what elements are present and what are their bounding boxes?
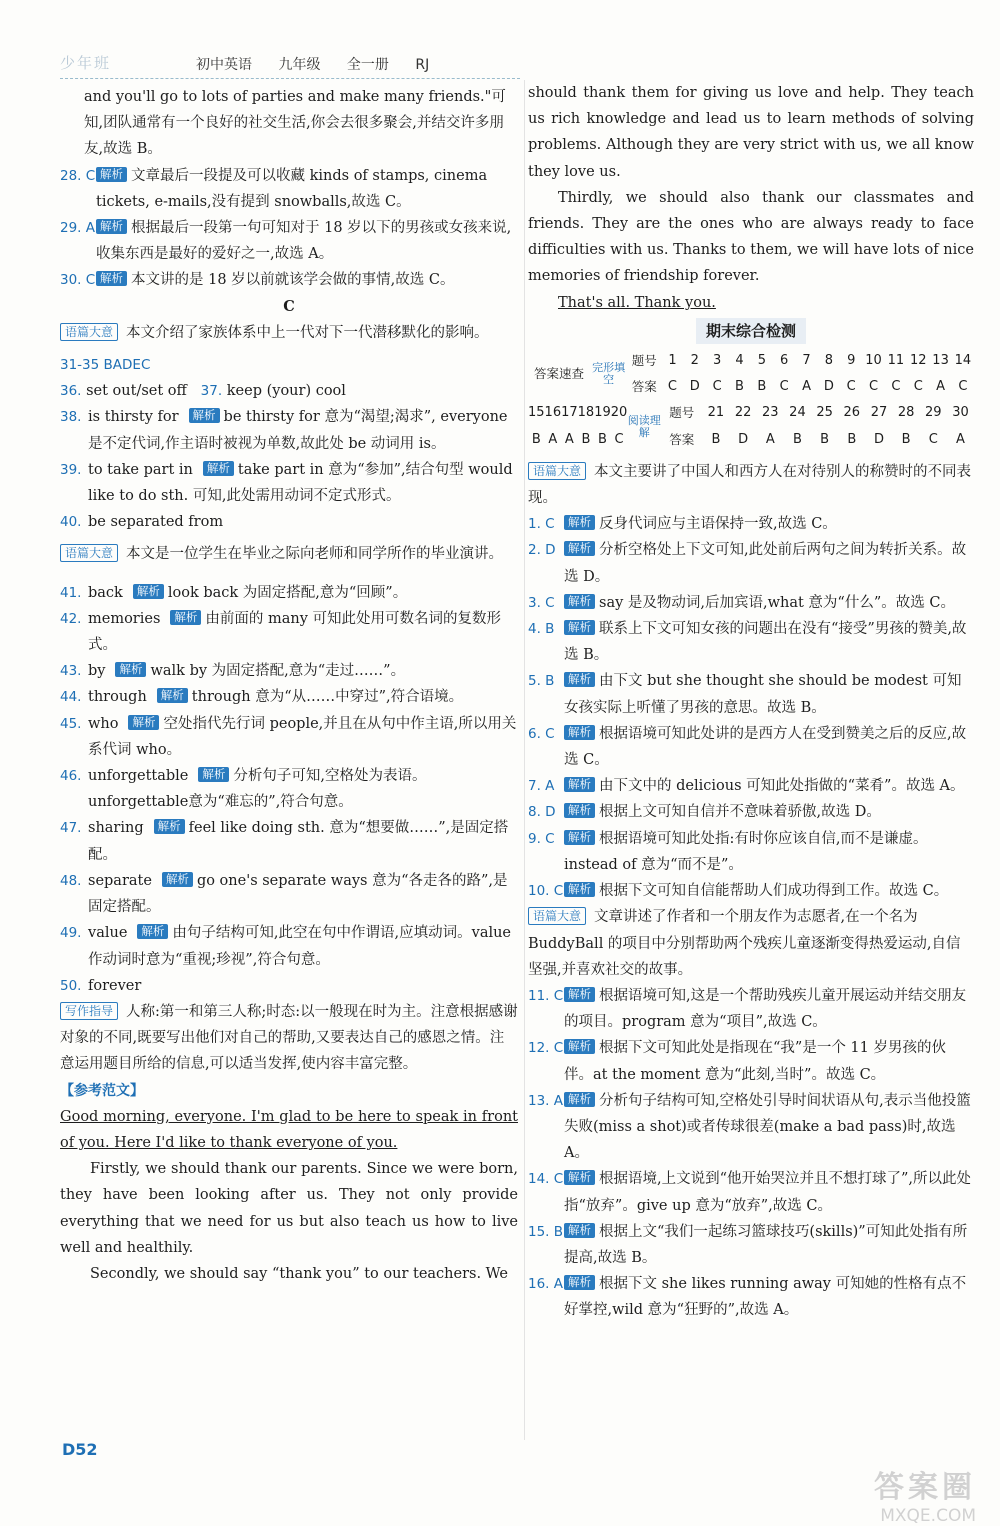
continued-text: and you'll go to lots of parties and make many friends."可知,团队通常有一个良好的社交生活,你会去很多聚会,并结交许多朋友,故选 B。 <box>84 89 506 158</box>
item-number: 9. C <box>528 830 555 847</box>
answer-cell: C <box>958 379 968 395</box>
answer-cell: 7 <box>802 353 811 369</box>
item-number: 50. <box>60 977 82 994</box>
item-number: 8. D <box>528 804 556 821</box>
answer-cell: 15 <box>528 405 545 421</box>
answer-cell: 14 <box>954 353 972 369</box>
left-column <box>60 84 518 1287</box>
answer-item <box>528 721 974 773</box>
analysis-badge: 解析 <box>198 767 229 782</box>
summary-text-1: 本文介绍了家族体系中上一代对下一代潜移默化的影响。 <box>126 324 489 341</box>
item-explanation: 根据上文“我们一起练习篮球技巧(skills)”可知此处指有所提高,故选 B。 <box>564 1223 968 1266</box>
summary-text-4: 文章讲述了作者和一个朋友作为志愿者,在一个名为 BuddyBall 的项目中分别帮助两个残疾儿童逐渐变得热爱运动,自信坚强,并喜欢社交的故事。 <box>528 909 961 978</box>
item-explanation: 分析句子结构可知,空格处引导时间状语从句,表示当他投篮失败(miss a shot)或者传球很差(make a bad pass)时,故选 A。 <box>564 1092 971 1162</box>
answer-item <box>528 826 974 878</box>
item-number: 4. B <box>528 621 555 638</box>
answer-label: 答案 <box>631 379 657 395</box>
item-body <box>88 580 518 606</box>
answer-label: 答案 <box>669 431 695 447</box>
answer-cell: C <box>913 379 923 395</box>
answer-item <box>60 163 518 215</box>
essay-opening: Good morning, everyone. I'm glad to be here to speak in front of you. Here I'd like to thank everyone of you. <box>60 1108 518 1151</box>
item-explanation: 反身代词应与主语保持一致,故选 C。 <box>599 516 837 533</box>
analysis-badge: 解析 <box>564 882 595 897</box>
answer-cell: 6 <box>780 353 789 369</box>
answer-cell: 21 <box>707 405 725 421</box>
speed-check-label: 答案速查 <box>534 366 585 382</box>
passage-summary-tag: 语篇大意 <box>528 907 586 925</box>
answer-cell: B <box>847 431 857 447</box>
section-c-heading: C <box>283 297 295 315</box>
item-number: 46. <box>60 768 82 785</box>
item-number: 49. <box>60 925 82 942</box>
answer-cell: 19 <box>594 405 611 421</box>
answer-table-row <box>528 427 627 453</box>
answer-cell: 3 <box>713 353 722 369</box>
item-explanation: walk by 为固定搭配,意为“走过……”。 <box>150 663 406 680</box>
item-explanation: 本文讲的是 18 岁以前就该学会做的事情,故选 C。 <box>131 272 455 289</box>
item-body <box>564 878 974 904</box>
answer-cell: B <box>598 431 607 447</box>
header-rule <box>60 78 520 79</box>
item-body <box>564 826 974 878</box>
answer-item <box>528 773 974 799</box>
item-explanation: 根据最后一段第一句可知对于 18 岁以下的男孩或女孩来说,收集东西是最好的爱好之一,故选 A。 <box>96 220 512 263</box>
answer-list-d <box>60 580 518 999</box>
answer-cell: 20 <box>610 405 628 421</box>
answer-cell: 1 <box>668 353 677 369</box>
answer-cell: C <box>891 379 901 395</box>
item-number: 29. A <box>60 220 95 237</box>
item-explanation: 分析空格处上下文可知,此处前后两句之间为转折关系。故选 D。 <box>564 542 967 585</box>
item-body <box>564 537 974 589</box>
essay-paragraph-2: Secondly, we should say “thank you” to our teachers. We <box>90 1265 508 1282</box>
analysis-badge: 解析 <box>564 1039 595 1054</box>
item-explanation: 由下文中的 delicious 可知此处指做的“菜肴”。故选 A。 <box>599 778 965 795</box>
answer-cell: D <box>689 379 700 395</box>
answer-table-row <box>661 374 974 400</box>
answer-cell: 10 <box>865 353 882 369</box>
answer-cell: 28 <box>897 405 915 421</box>
answer-cell: 25 <box>816 405 833 421</box>
item-body <box>564 1271 974 1323</box>
item-explanation: say 是及物动词,后加宾语,what 意为“什么”。故选 C。 <box>599 594 955 611</box>
item-answer: set out/set off <box>86 383 187 400</box>
answer-item <box>528 1271 974 1323</box>
writing-guide-block <box>60 999 518 1078</box>
item-number: 41. <box>60 584 82 601</box>
analysis-badge: 解析 <box>564 1275 595 1290</box>
item-body <box>564 773 974 799</box>
item-explanation: go one's separate ways 意为“各走各的路”,是固定搭配。 <box>88 872 508 916</box>
answer-cell: A <box>548 431 558 447</box>
answer-item <box>60 404 518 456</box>
item-body <box>564 983 974 1035</box>
answer-list-e <box>528 511 974 904</box>
analysis-badge: 解析 <box>564 594 595 609</box>
answer-cell: 22 <box>734 405 752 421</box>
item-number: 10. C <box>528 883 564 900</box>
item-number: 11. C <box>528 987 564 1004</box>
item-explanation: look back 为固定搭配,意为“回顾”。 <box>167 584 408 601</box>
essay-continued: should thank them for giving us love and help. They teach us rich knowledge and lead us to learn methods of solving problems. Although they are very strict with us, we all know they love us. <box>528 85 974 180</box>
answer-cell: 27 <box>870 405 888 421</box>
answer-item <box>528 1166 974 1218</box>
answer-item <box>528 1035 974 1087</box>
item-body <box>564 1219 974 1271</box>
answer-item <box>60 658 518 684</box>
item-body <box>564 1166 974 1218</box>
item-number: 38. <box>60 409 82 426</box>
cloze-label: 完形填空 <box>592 361 626 387</box>
item-number: 47. <box>60 820 82 837</box>
item-body <box>88 973 518 999</box>
analysis-badge: 解析 <box>133 584 164 599</box>
item-number: 5. B <box>528 673 555 690</box>
answer-cell: B <box>820 431 830 447</box>
analysis-badge: 解析 <box>564 777 595 792</box>
answer-item <box>528 616 974 668</box>
item-number: 14. C <box>528 1171 564 1188</box>
item-explanation: 根据上文可知自信并不意味着骄傲,故选 D。 <box>599 804 881 821</box>
answer-cell: 17 <box>561 405 578 421</box>
question-no-label: 题号 <box>669 405 695 421</box>
answer-item <box>60 457 518 509</box>
answer-cell: 23 <box>762 405 779 421</box>
question-no-label: 题号 <box>631 353 657 369</box>
item-number: 7. A <box>528 778 555 795</box>
item-number: 6. C <box>528 725 555 742</box>
item-explanation: through 意为“从……中穿过”,符合语境。 <box>191 689 464 706</box>
answer-list-a <box>60 163 518 294</box>
analysis-badge: 解析 <box>96 167 127 182</box>
item-explanation: 根据语境可知此处讲的是西方人在受到赞美之后的反应,故选 C。 <box>564 725 967 769</box>
answer-cell: C <box>614 431 624 447</box>
answer-cell: C <box>667 379 677 395</box>
analysis-badge: 解析 <box>128 715 159 730</box>
item-number: 2. D <box>528 542 556 559</box>
answer-cell: B <box>901 431 911 447</box>
answer-cell: 12 <box>909 353 927 369</box>
analysis-badge: 解析 <box>115 662 146 677</box>
brand-logo: 少年班 <box>60 54 112 72</box>
answer-item <box>60 815 518 867</box>
item-body <box>88 815 518 867</box>
item-answer: who <box>88 715 119 732</box>
writing-guide-tag: 写作指导 <box>60 1002 118 1020</box>
item-number: 44. <box>60 689 82 706</box>
item-explanation: 根据下文可知自信能帮助人们成功得到工作。故选 C。 <box>599 883 949 900</box>
answer-item <box>528 983 974 1035</box>
answer-table-row <box>702 400 974 426</box>
item-answer: unforgettable <box>88 768 189 785</box>
analysis-badge: 解析 <box>564 725 595 740</box>
item-answer: by <box>88 663 106 680</box>
answer-cell: A <box>936 379 946 395</box>
answer-cell: A <box>564 431 574 447</box>
watermark-url: MXQE.COM <box>880 1506 976 1526</box>
answer-cell: B <box>531 431 541 447</box>
item-explanation: 根据语境可知,这是一个帮助残疾儿童开展运动并结交朋友的项目。program 意为“项目”,故选 C。 <box>564 987 967 1031</box>
item-explanation: 空处指代先行词 people,并且在从句中作主语,所以用关系代词 who。 <box>88 715 517 758</box>
item-number: 40. <box>60 514 82 531</box>
answer-item <box>60 580 518 606</box>
item-answer: through <box>88 689 147 706</box>
analysis-badge: 解析 <box>564 541 595 556</box>
item-number: 30. C <box>60 272 96 289</box>
essay-paragraph-1: Firstly, we should thank our parents. Since we were born, they have been looking after us. They not only provide everything that we need for us but also teach us how to live well and healthily. <box>60 1161 518 1256</box>
answer-item <box>528 668 974 720</box>
analysis-badge: 解析 <box>564 672 595 687</box>
item-body <box>564 721 974 773</box>
item-answer: back <box>88 584 123 601</box>
item-answer: be separated from <box>88 514 224 531</box>
answer-table-row <box>528 400 627 426</box>
answers-31-35: 31-35 BADEC <box>60 357 151 374</box>
analysis-badge: 解析 <box>154 819 185 834</box>
answer-item <box>60 509 518 535</box>
answer-item <box>60 920 518 972</box>
watermark <box>806 1462 976 1526</box>
answer-cell: 30 <box>952 405 969 421</box>
answer-cell: A <box>765 431 775 447</box>
item-body <box>564 799 974 825</box>
item-body <box>96 215 518 267</box>
essay-paragraph-3: Thirdly, we should also thank our classmates and friends. They are the ones who are always ready to face difficulties with us. Thanks to them, we will have lots of nice memories of friendship forever. <box>528 189 974 285</box>
item-number: 3. C <box>528 594 555 611</box>
item-body <box>88 711 518 763</box>
final-exam-title: 期末综合检测 <box>528 318 974 344</box>
item-answer: is thirsty for <box>88 409 179 426</box>
analysis-badge: 解析 <box>564 1170 595 1185</box>
item-answer: value <box>88 925 128 942</box>
answer-item <box>528 590 974 616</box>
answer-cell: 18 <box>577 405 595 421</box>
item-explanation: 根据下文可知此处是指现在“我”是一个 11 岁男孩的伙伴。at the moment 意为“此刻,当时”。故选 C。 <box>564 1040 946 1083</box>
answer-item <box>60 684 518 710</box>
answer-cell: C <box>712 379 722 395</box>
item-body <box>564 1035 974 1087</box>
analysis-badge: 解析 <box>564 830 595 845</box>
answer-cell: C <box>869 379 879 395</box>
item-explanation: 根据语境,上文说到“他开始哭泣并且不想打球了”,所以此处指“放弃”。give up 意为“放弃”,故选 C。 <box>564 1171 972 1214</box>
analysis-badge: 解析 <box>564 803 595 818</box>
answer-item <box>528 511 974 537</box>
analysis-badge: 解析 <box>137 924 168 939</box>
answer-cell: A <box>956 431 965 447</box>
summary-text-2: 本文是一位学生在毕业之际向老师和同学所作的毕业演讲。 <box>126 546 504 563</box>
answer-cell: C <box>846 379 856 395</box>
item-explanation: 由句子结构可知,此空在句中作谓语,应填动词。value 作动词时意为“重视;珍视”,符合句意。 <box>88 925 512 968</box>
answer-item <box>60 267 518 293</box>
item-body <box>96 267 518 293</box>
item-body <box>88 868 518 920</box>
answer-cell: 29 <box>925 405 942 421</box>
answer-cell: 8 <box>824 353 833 369</box>
item-explanation: 根据语境可知此处指:有时你应该自信,而不是谦虚。instead of 意为“而不是”。 <box>564 830 928 873</box>
reading-label: 阅读理解 <box>627 413 661 439</box>
answer-cell: B <box>792 431 802 447</box>
item-body <box>88 509 518 535</box>
reference-essay <box>60 1104 518 1287</box>
item-body <box>88 763 518 815</box>
watermark-text: 答案圈 <box>874 1470 976 1505</box>
reference-essay-label: 【参考范文】 <box>60 1082 144 1099</box>
answer-item <box>528 878 974 904</box>
item-number: 12. C <box>528 1040 564 1057</box>
answer-list-c <box>60 404 518 535</box>
answer-table-row <box>702 427 974 453</box>
item-body <box>564 616 974 668</box>
item-answer: to take part in <box>88 461 193 478</box>
summary-block-4 <box>528 904 974 983</box>
item-answer: sharing <box>88 820 144 837</box>
analysis-badge: 解析 <box>564 620 595 635</box>
analysis-badge: 解析 <box>189 408 220 423</box>
item-body <box>88 404 518 456</box>
analysis-badge: 解析 <box>157 688 188 703</box>
answer-cell: 13 <box>932 353 949 369</box>
answer-cell: A <box>802 379 811 395</box>
header-grade: 九年级 <box>278 57 321 73</box>
item-explanation: 文章最后一段提及可以收藏 kinds of stamps, cinema tickets, e-mails,没有提到 snowballs,故选 C。 <box>96 167 488 210</box>
page-number: D52 <box>62 1440 98 1459</box>
analysis-badge: 解析 <box>564 1223 595 1238</box>
answer-cell: D <box>738 431 749 447</box>
item-number: 28. C <box>60 167 96 184</box>
header-volume: 全一册 <box>346 57 389 73</box>
summary-block-2 <box>60 541 518 567</box>
header-info <box>196 54 451 74</box>
analysis-badge: 解析 <box>96 219 127 234</box>
answer-cell: D <box>823 379 834 395</box>
answer-list-f <box>528 983 974 1324</box>
item-explanation: take part in 意为“参加”,结合句型 would like to do sth. 可知,此处需用动词不定式形式。 <box>88 461 513 505</box>
item-body <box>564 1088 974 1167</box>
essay-closing: That's all. Thank you. <box>558 294 716 311</box>
answer-cell: 5 <box>757 353 766 369</box>
item-body <box>88 457 518 509</box>
passage-summary-tag: 语篇大意 <box>60 323 118 341</box>
header-edition: RJ <box>415 57 430 73</box>
item-number: 45. <box>60 715 82 732</box>
item-explanation: 由前面的 many 可知此处用可数名词的复数形式。 <box>88 610 502 654</box>
item-number: 36. <box>60 383 82 400</box>
answer-cell: 9 <box>847 353 856 369</box>
item-body <box>88 606 518 658</box>
answer-item <box>60 606 518 658</box>
answer-cell: B <box>757 379 767 395</box>
item-body <box>564 590 974 616</box>
item-explanation: feel like doing sth. 意为“想要做……”,是固定搭配。 <box>88 820 509 863</box>
answer-table-row <box>661 348 974 374</box>
summary-text-3: 本文主要讲了中国人和西方人在对待别人的称赞时的不同表现。 <box>528 463 972 507</box>
answer-item <box>60 215 518 267</box>
answer-cell: B <box>711 431 721 447</box>
item-explanation: 分析句子可知,空格处为表语。unforgettable意为“难忘的”,符合句意。 <box>88 768 427 811</box>
item-explanation: 联系上下文可知女孩的问题出在没有“接受”男孩的赞美,故选 B。 <box>564 621 967 664</box>
answer-cell: 11 <box>887 353 905 369</box>
answers-36-37 <box>60 378 518 404</box>
item-number: 48. <box>60 872 82 889</box>
item-body <box>88 920 518 972</box>
item-number: 15. B <box>528 1223 564 1240</box>
analysis-badge: 解析 <box>564 515 595 530</box>
item-body <box>88 684 518 710</box>
passage-summary-tag: 语篇大意 <box>60 544 118 562</box>
answer-cell: D <box>873 431 884 447</box>
item-body <box>564 511 974 537</box>
reference-essay-continued <box>528 80 974 316</box>
essay-closing-wrap <box>528 290 974 316</box>
right-column <box>528 80 974 1324</box>
writing-guide-text: 人称:第一和第三人称;时态:以一般现在时为主。注意根据感谢对象的不同,既要写出他们对自己的帮助,又要表达自己的感恩之情。注意运用题目所给的信息,可以适当发挥,使内容丰富完整。 <box>60 1003 518 1073</box>
item-explanation: be thirsty for 意为“渴望;渴求”, everyone是不定代词,作主语时被视为单数,故此处 be 动词用 is。 <box>88 409 508 452</box>
answer-cell: 4 <box>735 353 744 369</box>
answer-speed-check-table <box>528 348 974 453</box>
item-body <box>564 668 974 720</box>
answer-cell: B <box>735 379 744 395</box>
summary-block-3 <box>528 459 974 511</box>
item-number: 16. A <box>528 1276 563 1293</box>
answer-item <box>528 1088 974 1167</box>
answer-cell: C <box>779 379 789 395</box>
item-answer: separate <box>88 872 152 889</box>
analysis-badge: 解析 <box>162 872 193 887</box>
answer-cell: 2 <box>690 353 699 369</box>
item-number: 39. <box>60 461 82 478</box>
answer-item <box>528 1219 974 1271</box>
analysis-badge: 解析 <box>203 461 234 476</box>
header-subject: 初中英语 <box>196 57 252 73</box>
answer-item <box>60 763 518 815</box>
analysis-badge: 解析 <box>564 987 595 1002</box>
item-number: 1. C <box>528 516 555 533</box>
item-number: 37. <box>200 383 223 400</box>
answer-item <box>60 973 518 999</box>
item-number: 42. <box>60 610 82 627</box>
analysis-badge: 解析 <box>564 1092 595 1107</box>
item-number: 13. A <box>528 1092 563 1109</box>
answer-cell: B <box>581 431 591 447</box>
answer-cell: 24 <box>789 405 806 421</box>
answer-item <box>60 711 518 763</box>
answer-item <box>528 799 974 825</box>
analysis-badge: 解析 <box>170 610 201 625</box>
summary-block-1 <box>60 320 518 346</box>
item-answer: forever <box>88 977 142 994</box>
answer-cell: C <box>928 431 938 447</box>
answer-cell: 26 <box>843 405 861 421</box>
passage-summary-tag: 语篇大意 <box>528 462 586 480</box>
item-answer: memories <box>88 610 161 627</box>
item-explanation: 根据下文 she likes running away 可知她的性格有点不好掌控,wild 意为“狂野的”,故选 A。 <box>564 1276 967 1319</box>
answer-item <box>60 868 518 920</box>
column-divider <box>524 80 525 1440</box>
item-explanation: 由下文 but she thought she should be modest 可知女孩实际上听懂了男孩的意思。故选 B。 <box>564 673 962 716</box>
answer-cell: 16 <box>544 405 562 421</box>
analysis-badge: 解析 <box>96 271 127 286</box>
item-answer: keep (your) cool <box>226 383 346 400</box>
item-number: 43. <box>60 663 82 680</box>
item-body <box>88 658 518 684</box>
item-body <box>96 163 518 215</box>
answer-item <box>528 537 974 589</box>
